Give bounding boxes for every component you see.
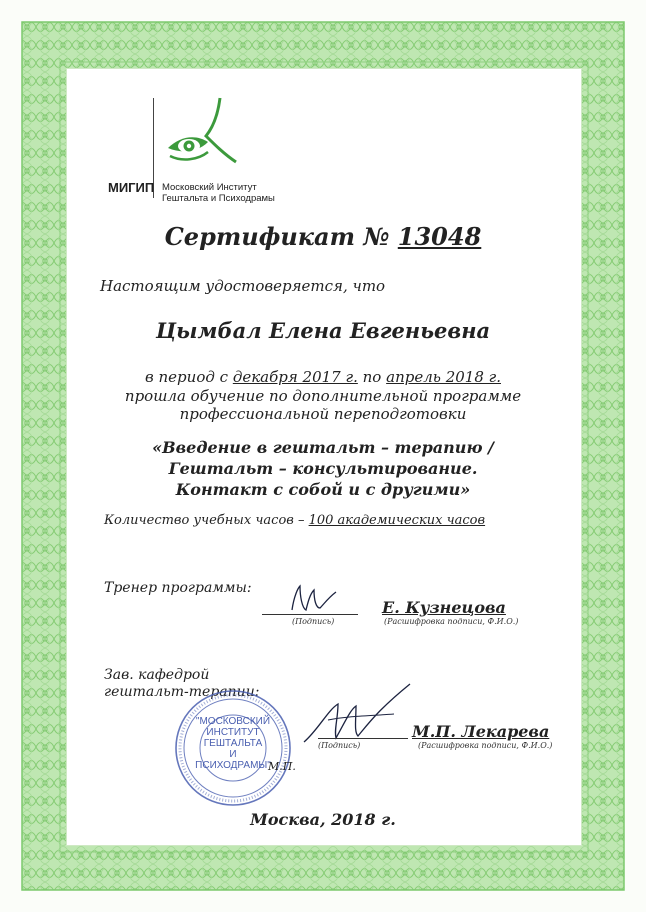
trainer-label: Тренер программы: xyxy=(104,580,252,596)
logo-institute-name xyxy=(162,182,302,204)
recipient-name: Цымбал Елена Евгеньевна xyxy=(155,318,491,343)
period-line xyxy=(0,368,646,386)
hours-value: 100 академических часов xyxy=(308,513,486,528)
stamp-line4: И xyxy=(229,749,237,760)
intro-text: Настоящим удостоверяется, что xyxy=(100,277,386,295)
stamp-line1: "МОСКОВСКИЙ xyxy=(195,716,271,727)
head-name-caption: (Расшифровка подписи, Ф.И.О.) xyxy=(418,741,553,750)
certificate-title xyxy=(0,222,646,251)
course-line3: Контакт с собой и с другими» xyxy=(175,480,471,499)
trainer-name: Е. Кузнецова xyxy=(382,598,506,617)
head-label-line2: гештальт-терапии: xyxy=(104,684,260,700)
period-to: апрель 2018 г. xyxy=(386,368,501,386)
stamp-line3: ГЕШТАЛЬТА xyxy=(203,738,263,749)
period-from: декабря 2017 г. xyxy=(232,368,358,386)
period-middle: по xyxy=(362,368,382,386)
logo-name-line1: Московский Институт xyxy=(162,182,257,193)
course-line1: «Введение в гештальт – терапию / xyxy=(152,438,494,457)
eye-logo-icon xyxy=(162,96,242,176)
head-label-line1: Зав. кафедрой xyxy=(104,667,210,683)
trainer-name-caption: (Расшифровка подписи, Ф.И.О.) xyxy=(384,617,519,626)
trainer-signature xyxy=(284,582,344,618)
head-name: М.П. Лекарева xyxy=(412,722,550,741)
head-signature xyxy=(298,680,418,750)
hours-label: Количество учебных часов – xyxy=(104,513,305,528)
title-prefix: Сертификат № xyxy=(164,222,390,251)
head-signature-caption: (Подпись) xyxy=(318,741,361,750)
trainer-signature-line xyxy=(262,614,358,615)
trainer-signature-caption: (Подпись) xyxy=(292,617,335,626)
period-prefix: в период с xyxy=(145,368,229,386)
program-line2: профессиональной переподготовки xyxy=(179,405,467,423)
head-signature-line xyxy=(318,738,408,739)
seal-place-label: М.П. xyxy=(268,760,296,773)
certificate-number: 13048 xyxy=(397,222,482,251)
stamp-line5: ПСИХОДРАМЫ" xyxy=(195,760,271,771)
hours-line xyxy=(104,513,485,528)
program-line1: прошла обучение по дополнительной программе xyxy=(124,387,522,405)
place-and-date: Москва, 2018 г. xyxy=(250,810,396,829)
logo-name-line2: Гештальта и Психодрамы xyxy=(162,193,275,204)
stamp-line2: ИНСТИТУТ xyxy=(206,727,260,738)
course-line2: Гештальт – консультирование. xyxy=(168,459,478,478)
logo-abbreviation: МИГИП xyxy=(108,180,155,195)
